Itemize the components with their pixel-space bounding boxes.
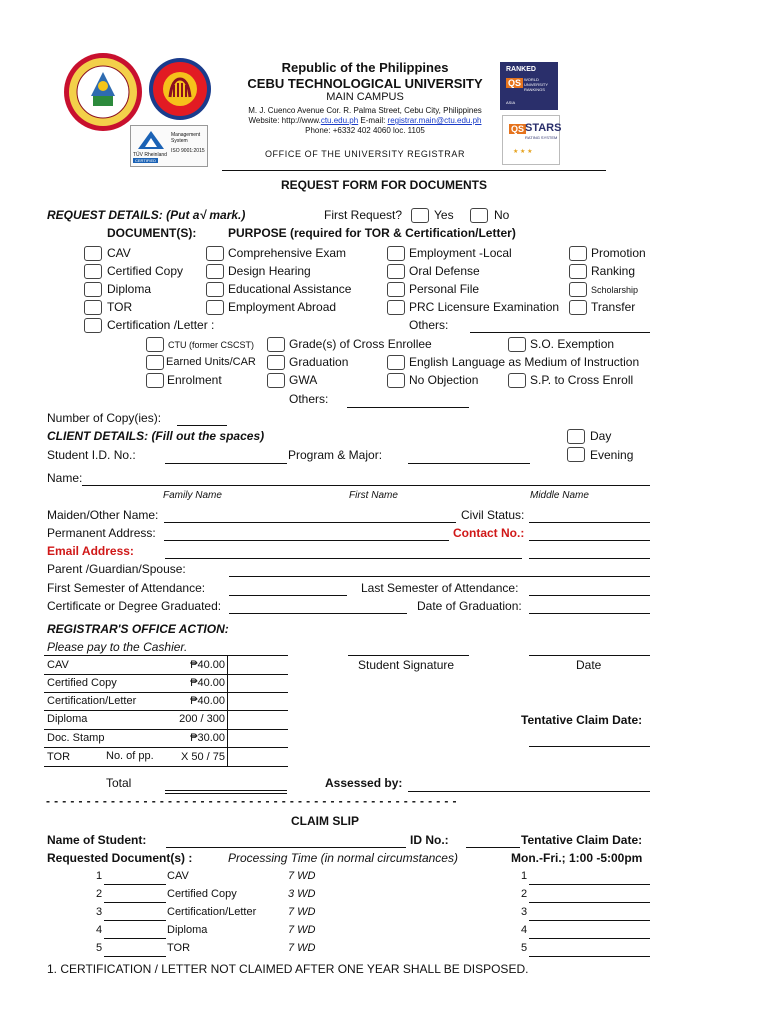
qs-stars-badge bbox=[502, 115, 560, 165]
last-semester-label: Last Semester of Attendance: bbox=[361, 581, 519, 595]
purpose-promotion: Promotion bbox=[591, 246, 646, 260]
copies-label: Number of Copy(ies): bbox=[47, 411, 162, 425]
claim-row-input[interactable] bbox=[104, 902, 166, 903]
claim-row-document: Certification/Letter bbox=[167, 906, 257, 918]
cert-option-earned: Earned Units/CAR bbox=[166, 356, 256, 368]
first-request-label: First Request? bbox=[324, 208, 403, 222]
pay-cashier-note: Please pay to the Cashier. bbox=[47, 640, 188, 654]
date-line[interactable] bbox=[529, 655, 650, 656]
comprehensive-exam-checkbox[interactable] bbox=[206, 246, 224, 261]
purpose-educational-assistance: Educational Assistance bbox=[228, 282, 352, 296]
fee-table-divider bbox=[227, 655, 228, 766]
evening-label: Evening bbox=[590, 448, 634, 462]
no-label: No bbox=[494, 208, 510, 222]
ctu-checkbox[interactable] bbox=[146, 337, 164, 352]
certificate-degree-label: Certificate or Degree Graduated: bbox=[47, 599, 222, 613]
fee-row-line bbox=[44, 766, 288, 767]
promotion-checkbox[interactable] bbox=[569, 246, 587, 261]
assessed-by-label: Assessed by: bbox=[325, 776, 403, 790]
cav-checkbox[interactable] bbox=[84, 246, 102, 261]
scholarship-checkbox[interactable] bbox=[569, 282, 587, 297]
program-label: Program & Major: bbox=[288, 448, 383, 462]
qs-ranked-badge bbox=[500, 62, 558, 110]
document-cav: CAV bbox=[107, 246, 131, 260]
requested-documents-label: Requested Document(s) : bbox=[47, 851, 193, 865]
asean-logo bbox=[148, 57, 212, 121]
cert-option-others: Others: bbox=[289, 392, 329, 406]
cert-option-sp-cross-enroll: S.P. to Cross Enroll bbox=[530, 373, 634, 387]
fee-amount: ₱40.00 bbox=[190, 659, 225, 671]
purpose-transfer: Transfer bbox=[591, 300, 636, 314]
header-divider bbox=[222, 170, 606, 171]
form-title: REQUEST FORM FOR DOCUMENTS bbox=[281, 178, 487, 192]
ranking-checkbox[interactable] bbox=[569, 264, 587, 279]
website-prefix: Website: http://www. bbox=[248, 116, 321, 125]
fee-amount: X 50 / 75 bbox=[180, 751, 225, 763]
fee-amount: ₱40.00 bbox=[190, 677, 225, 689]
purpose-ranking: Ranking bbox=[591, 264, 636, 278]
claim-row-number-right: 3 bbox=[521, 906, 528, 918]
email-address-input[interactable] bbox=[165, 558, 522, 559]
qs-stars-row: ★ ★ ★ bbox=[513, 149, 533, 155]
phone-line: Phone: +6332 402 4060 loc. 1105 bbox=[305, 126, 425, 135]
tentative-claim-date-input[interactable] bbox=[529, 746, 650, 747]
cert-option-grades: Grade(s) of Cross Enrollee bbox=[289, 337, 432, 351]
fee-amount: 200 / 300 bbox=[179, 713, 225, 725]
country-line: Republic of the Philippines bbox=[281, 60, 449, 75]
so-exemption-checkbox[interactable] bbox=[508, 337, 526, 352]
certification-letter-checkbox[interactable] bbox=[84, 318, 102, 333]
permanent-address-label: Permanent Address: bbox=[47, 526, 156, 540]
fee-item: TOR bbox=[47, 751, 71, 763]
claim-row-date-input[interactable] bbox=[529, 902, 650, 903]
cert-option-no-objection: No Objection bbox=[409, 373, 479, 387]
qs-stars-title: STARS bbox=[525, 122, 562, 134]
fee-table-top-line bbox=[44, 655, 288, 656]
request-details-label: REQUEST DETAILS: (Put a√ mark.) bbox=[47, 208, 246, 222]
fee-row-line bbox=[44, 674, 288, 675]
civil-status-label: Civil Status: bbox=[461, 508, 525, 522]
others-line[interactable] bbox=[470, 332, 650, 333]
first-semester-label: First Semester of Attendance: bbox=[47, 581, 206, 595]
no-objection-checkbox[interactable] bbox=[387, 373, 405, 388]
claim-student-name-input[interactable] bbox=[166, 847, 406, 848]
processing-time-label: Processing Time (in normal circumstances) bbox=[228, 851, 458, 865]
prc-licensure-checkbox[interactable] bbox=[387, 300, 405, 315]
copies-line[interactable] bbox=[177, 425, 227, 426]
purpose-label: PURPOSE (required for TOR & Certification/Letter) bbox=[228, 226, 516, 240]
fee-item: CAV bbox=[47, 659, 69, 671]
fee-item: Certification/Letter bbox=[47, 695, 137, 707]
schedule-label: Mon.-Fri.; 1:00 -5:00pm bbox=[511, 851, 643, 865]
maiden-name-input[interactable] bbox=[164, 522, 456, 523]
cert-option-ctu: CTU (former CSCST) bbox=[168, 340, 254, 350]
educational-assistance-checkbox[interactable] bbox=[206, 282, 224, 297]
pages-label: No. of pp. bbox=[106, 750, 154, 762]
certified-copy-checkbox[interactable] bbox=[84, 264, 102, 279]
document-diploma: Diploma bbox=[107, 282, 152, 296]
qs-stars-logo: QS bbox=[511, 124, 525, 134]
employment-local-checkbox[interactable] bbox=[387, 246, 405, 261]
cert-option-gwa: GWA bbox=[289, 373, 318, 387]
fee-row-line bbox=[44, 729, 288, 730]
transfer-checkbox[interactable] bbox=[569, 300, 587, 315]
purpose-personal-file: Personal File bbox=[409, 282, 480, 296]
day-label: Day bbox=[590, 429, 612, 443]
fee-row-line bbox=[44, 692, 288, 693]
cert-badge: TÜV Rheinland bbox=[133, 152, 167, 158]
family-name-caption: Family Name bbox=[163, 490, 222, 501]
evening-checkbox[interactable] bbox=[567, 447, 585, 462]
maiden-name-label: Maiden/Other Name: bbox=[47, 508, 159, 522]
diploma-checkbox[interactable] bbox=[84, 282, 102, 297]
name-label: Name: bbox=[47, 471, 83, 485]
claim-row-date-input[interactable] bbox=[529, 920, 650, 921]
contact-no-label: Contact No.: bbox=[453, 526, 525, 540]
fee-item: Diploma bbox=[47, 713, 88, 725]
claim-row-input[interactable] bbox=[104, 938, 166, 939]
cert-others-line[interactable] bbox=[347, 407, 469, 408]
student-id-label: Student I.D. No.: bbox=[47, 448, 136, 462]
claim-row-number: 1 bbox=[96, 870, 103, 882]
address-line: M. J. Cuenco Avenue Cor. R. Palma Street, Cebu City, Philippines bbox=[248, 106, 482, 115]
fee-row-line bbox=[44, 747, 288, 748]
claim-row-number-right: 4 bbox=[521, 924, 528, 936]
email-link[interactable]: registrar.main@ctu.edu.ph bbox=[387, 116, 482, 125]
claim-row-number-right: 5 bbox=[521, 942, 528, 954]
client-details-label: CLIENT DETAILS: (Fill out the spaces) bbox=[47, 429, 265, 443]
claim-tentative-date-label: Tentative Claim Date: bbox=[521, 833, 643, 847]
document-certification-letter: Certification /Letter : bbox=[107, 318, 215, 332]
program-input[interactable] bbox=[408, 463, 530, 464]
claim-row-time: 7 WD bbox=[288, 942, 316, 954]
contact-no-input-2[interactable] bbox=[529, 558, 650, 559]
claim-row-time: 3 WD bbox=[288, 888, 316, 900]
claim-row-document: Certified Copy bbox=[167, 888, 237, 900]
middle-name-caption: Middle Name bbox=[530, 490, 589, 501]
earned-units-checkbox[interactable] bbox=[146, 355, 164, 370]
documents-label: DOCUMENT(S): bbox=[107, 226, 197, 240]
name-input[interactable] bbox=[82, 485, 650, 486]
purpose-scholarship: Scholarship bbox=[591, 285, 639, 295]
cert-small: CERTIFIED bbox=[135, 158, 157, 163]
grades-checkbox[interactable] bbox=[267, 337, 285, 352]
student-signature-label: Student Signature bbox=[358, 658, 455, 672]
fee-amount: ₱30.00 bbox=[190, 732, 225, 744]
first-semester-input[interactable] bbox=[229, 595, 347, 596]
purpose-employment-abroad: Employment Abroad bbox=[228, 300, 337, 314]
ranked-label: RANKED bbox=[506, 66, 536, 73]
no-checkbox[interactable] bbox=[470, 208, 488, 223]
gwa-checkbox[interactable] bbox=[267, 373, 285, 388]
fee-item: Doc. Stamp bbox=[47, 732, 105, 744]
contact-line bbox=[210, 116, 520, 125]
email-label: E-mail: bbox=[360, 116, 388, 125]
purpose-prc-licensure: PRC Licensure Examination bbox=[409, 300, 560, 314]
cert-text-2: ISO 9001:2015 bbox=[171, 148, 205, 154]
claim-row-input[interactable] bbox=[104, 956, 166, 957]
cert-option-graduation: Graduation bbox=[289, 355, 349, 369]
day-checkbox[interactable] bbox=[567, 429, 585, 444]
yes-label: Yes bbox=[434, 208, 454, 222]
purpose-comprehensive-exam: Comprehensive Exam bbox=[228, 246, 347, 260]
university-seal-logo bbox=[63, 52, 143, 132]
oral-defense-checkbox[interactable] bbox=[387, 264, 405, 279]
cert-option-enrolment: Enrolment bbox=[167, 373, 222, 387]
tor-checkbox[interactable] bbox=[84, 300, 102, 315]
fee-amount: ₱40.00 bbox=[190, 695, 225, 707]
claim-row-time: 7 WD bbox=[288, 924, 316, 936]
enrolment-checkbox[interactable] bbox=[146, 373, 164, 388]
purpose-design-hearing: Design Hearing bbox=[228, 264, 311, 278]
qs-world-text: WORLD UNIVERSITY RANKINGS bbox=[524, 77, 548, 92]
cert-text-1: Management System bbox=[171, 132, 201, 144]
permanent-address-input[interactable] bbox=[164, 540, 449, 541]
claim-row-document: Diploma bbox=[167, 924, 208, 936]
footnote: 1. CERTIFICATION / LETTER NOT CLAIMED AFTER ONE YEAR SHALL BE DISPOSED. bbox=[47, 962, 529, 976]
registrar-action-label: REGISTRAR'S OFFICE ACTION: bbox=[47, 622, 229, 636]
last-semester-input[interactable] bbox=[529, 595, 650, 596]
graduation-date-input[interactable] bbox=[529, 613, 650, 614]
claim-slip-title: CLAIM SLIP bbox=[291, 814, 359, 828]
sp-cross-enroll-checkbox[interactable] bbox=[508, 373, 526, 388]
tentative-claim-date-label: Tentative Claim Date: bbox=[521, 713, 643, 727]
english-checkbox[interactable] bbox=[387, 355, 405, 370]
yes-checkbox[interactable] bbox=[411, 208, 429, 223]
claim-row-time: 7 WD bbox=[288, 906, 316, 918]
claim-row-date-input[interactable] bbox=[529, 884, 650, 885]
claim-student-name-label: Name of Student: bbox=[47, 833, 147, 847]
purpose-employment-local: Employment -Local bbox=[409, 246, 512, 260]
document-tor: TOR bbox=[107, 300, 133, 314]
student-id-input[interactable] bbox=[165, 463, 287, 464]
date-label: Date bbox=[576, 658, 602, 672]
claim-row-date-input[interactable] bbox=[529, 938, 650, 939]
cert-option-english: English Language as Medium of Instruction bbox=[409, 355, 640, 369]
tuv-icon bbox=[136, 129, 166, 151]
claim-row-number: 5 bbox=[96, 942, 103, 954]
claim-row-date-input[interactable] bbox=[529, 956, 650, 957]
iso-certification-badge bbox=[130, 125, 208, 167]
graduation-checkbox[interactable] bbox=[267, 355, 285, 370]
claim-row-number: 3 bbox=[96, 906, 103, 918]
cert-option-so-exemption: S.O. Exemption bbox=[530, 337, 615, 351]
civil-status-input[interactable] bbox=[529, 522, 650, 523]
graduation-date-label: Date of Graduation: bbox=[417, 599, 522, 613]
qs-asia-text: ASIA bbox=[506, 100, 516, 105]
qs-logo: QS bbox=[508, 78, 522, 88]
fee-item: Certified Copy bbox=[47, 677, 117, 689]
website-link[interactable]: ctu.edu.ph bbox=[320, 116, 359, 125]
claim-row-input[interactable] bbox=[104, 920, 166, 921]
campus-name: MAIN CAMPUS bbox=[326, 91, 404, 103]
claim-row-number-right: 2 bbox=[521, 888, 528, 900]
certificate-degree-input[interactable] bbox=[229, 613, 407, 614]
first-name-caption: First Name bbox=[349, 490, 398, 501]
qs-rating-text: RATING SYSTEM bbox=[525, 135, 558, 140]
cut-divider: - - - - - - - - - - - - - - - - - - - - - - - - - - - - - - - - - - - - - - - - - - - - - - - - - - - bbox=[46, 794, 457, 808]
employment-abroad-checkbox[interactable] bbox=[206, 300, 224, 315]
claim-row-number-right: 1 bbox=[521, 870, 528, 882]
claim-row-number: 2 bbox=[96, 888, 103, 900]
purpose-oral-defense: Oral Defense bbox=[409, 264, 480, 278]
others-label: Others: bbox=[409, 318, 449, 332]
claim-row-document: TOR bbox=[167, 942, 191, 954]
office-name: OFFICE OF THE UNIVERSITY REGISTRAR bbox=[264, 149, 466, 159]
fee-row-line bbox=[44, 710, 288, 711]
total-label: Total bbox=[106, 776, 132, 790]
assessed-by-input[interactable] bbox=[408, 791, 650, 792]
claim-id-input[interactable] bbox=[466, 847, 520, 848]
parent-guardian-input[interactable] bbox=[229, 576, 650, 577]
personal-file-checkbox[interactable] bbox=[387, 282, 405, 297]
university-name: CEBU TECHNOLOGICAL UNIVERSITY bbox=[247, 76, 483, 91]
claim-row-number: 4 bbox=[96, 924, 103, 936]
contact-no-input[interactable] bbox=[529, 540, 650, 541]
email-address-label: Email Address: bbox=[47, 544, 134, 558]
claim-row-document: CAV bbox=[167, 870, 189, 882]
parent-guardian-label: Parent /Guardian/Spouse: bbox=[47, 562, 186, 576]
design-hearing-checkbox[interactable] bbox=[206, 264, 224, 279]
claim-row-time: 7 WD bbox=[288, 870, 316, 882]
claim-id-label: ID No.: bbox=[410, 833, 449, 847]
signature-line[interactable] bbox=[348, 655, 469, 656]
document-certified-copy: Certified Copy bbox=[107, 264, 184, 278]
total-input-line-1[interactable] bbox=[165, 790, 287, 791]
claim-row-input[interactable] bbox=[104, 884, 166, 885]
